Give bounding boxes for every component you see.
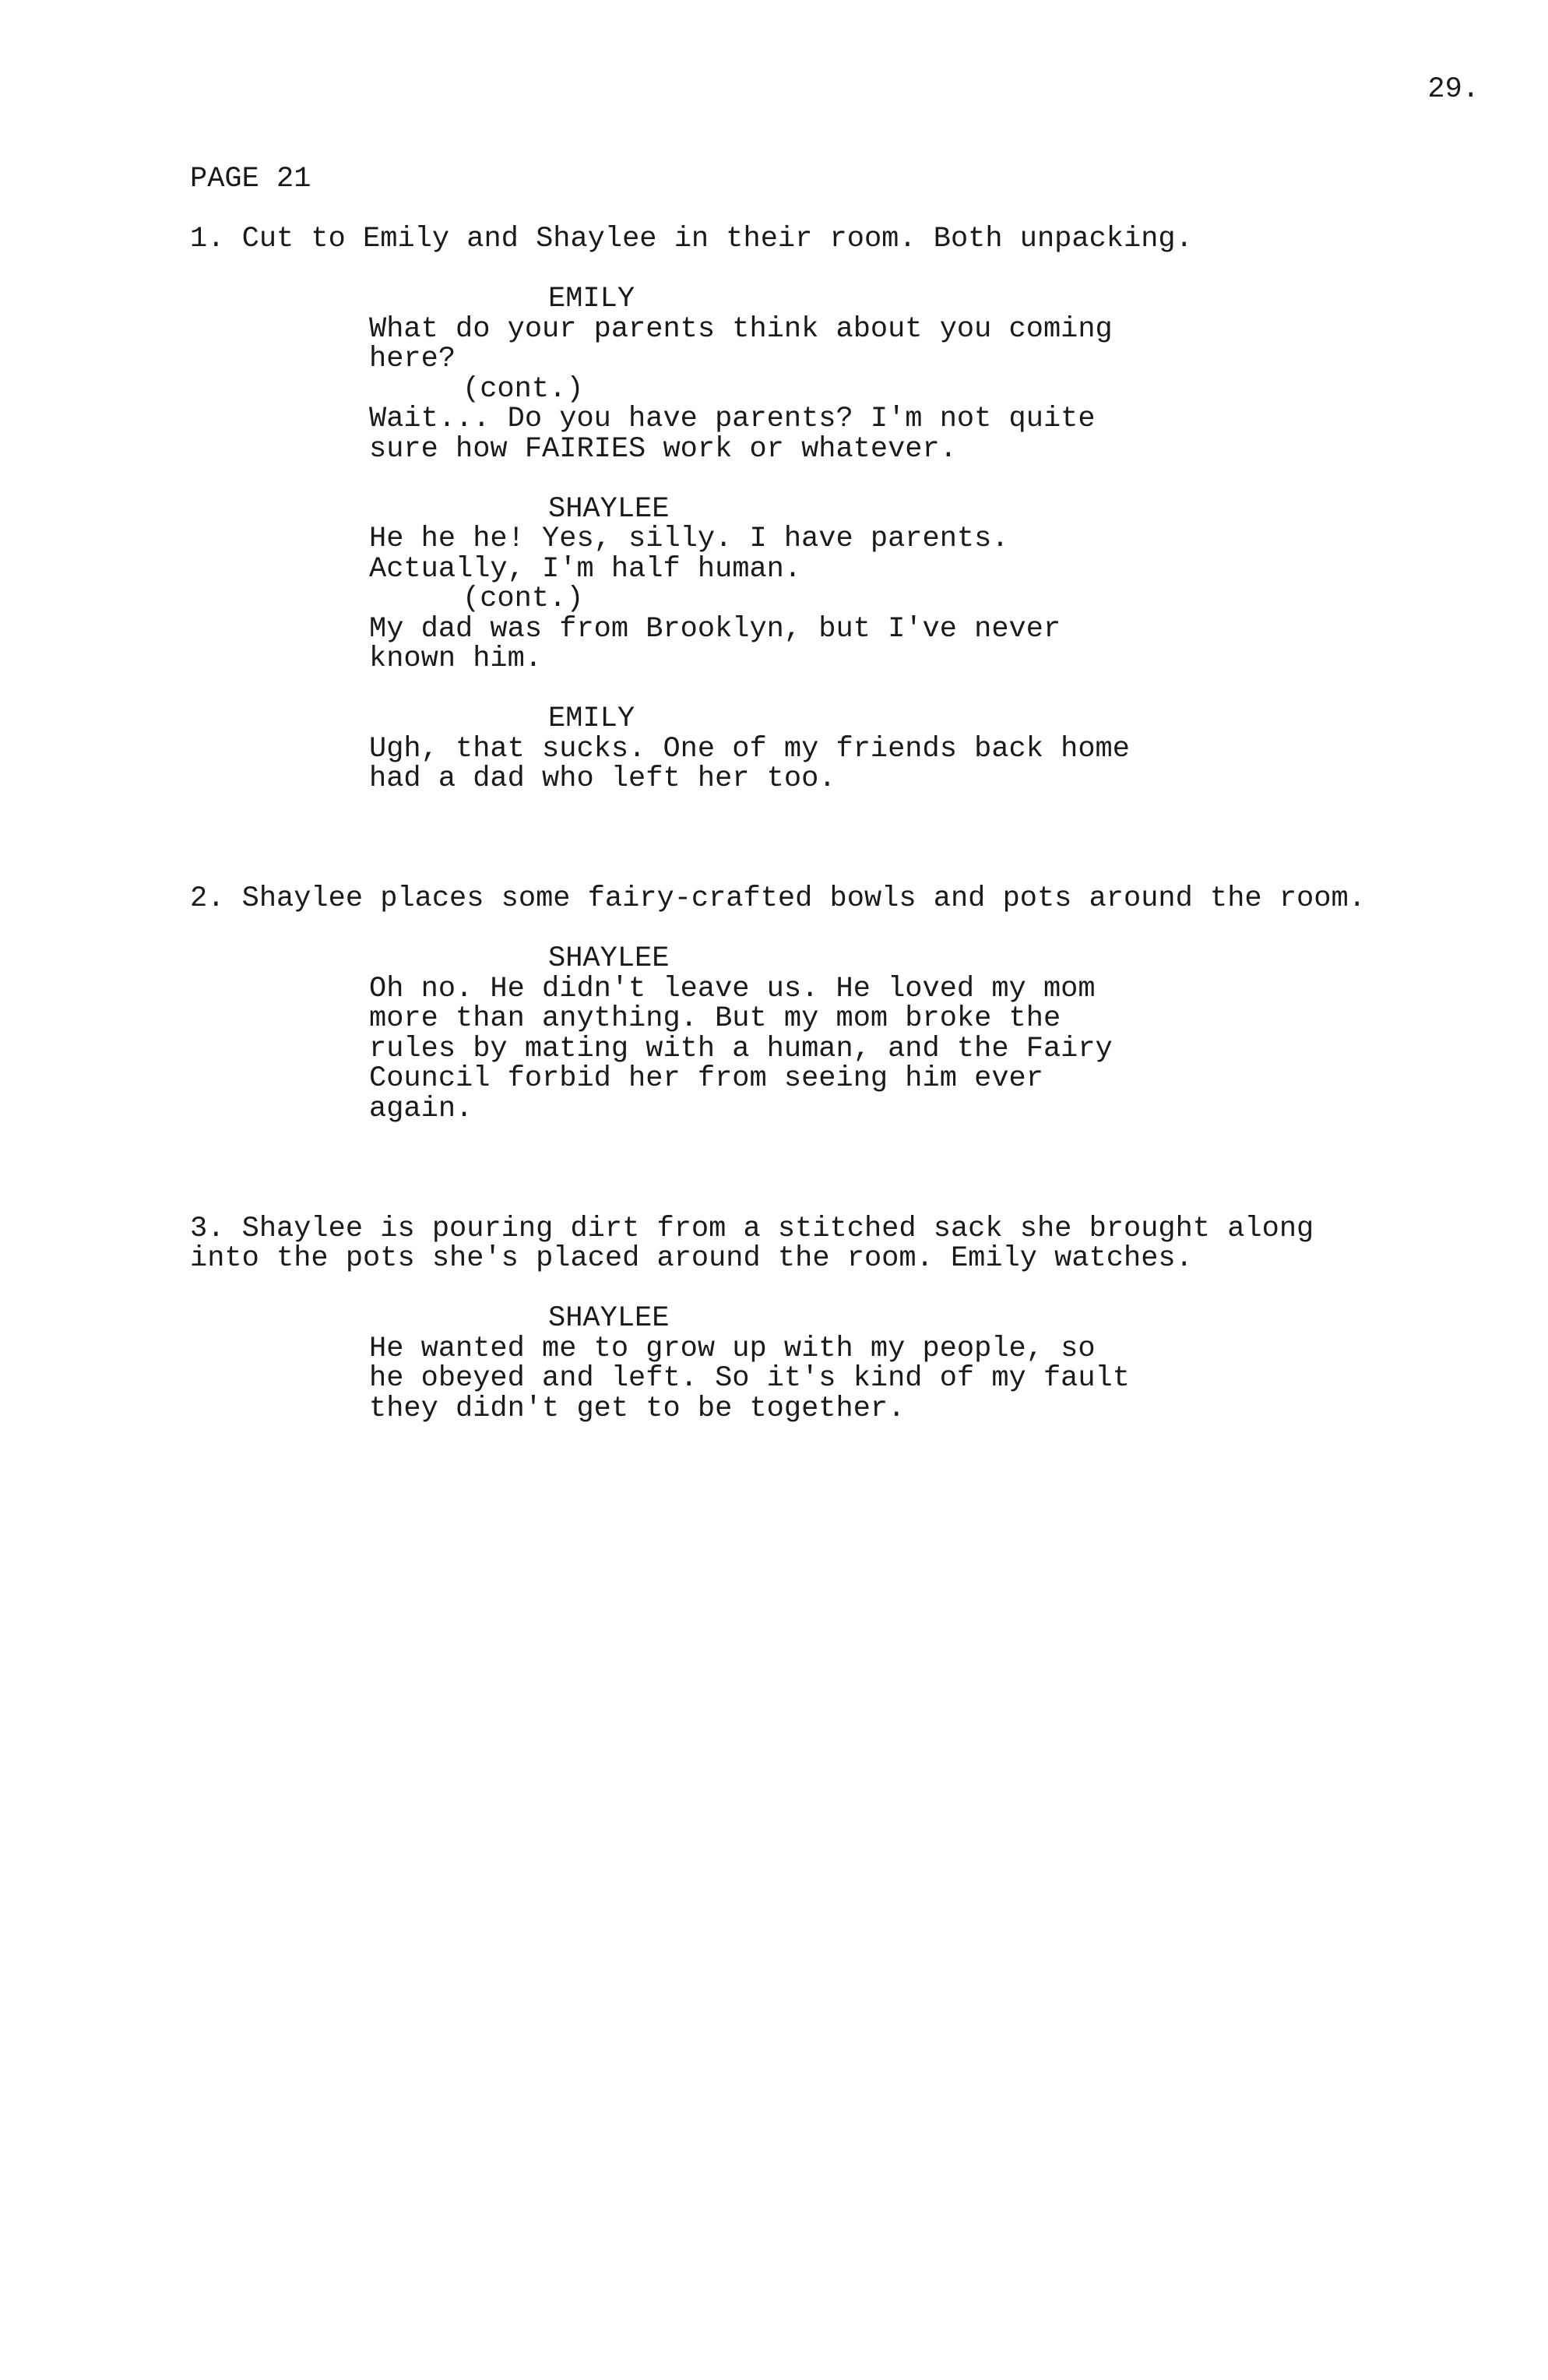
scene-1 (190, 224, 1514, 794)
action-line (190, 884, 1514, 914)
dialogue-line: Ugh, that sucks. One of my friends back home (369, 732, 1130, 766)
dialogue-line: Actually, I'm half human. (369, 552, 802, 586)
dialogue-line: he obeyed and left. So it's kind of my fault (369, 1362, 1130, 1395)
action-text: into the pots she's placed around the room. Emily watches. (190, 1242, 1193, 1275)
page-label: PAGE 21 (190, 163, 311, 195)
dialogue-block (369, 492, 1514, 675)
action-text: 1. Cut to Emily and Shaylee in their room. Both unpacking. (190, 223, 1193, 255)
dialogue-block (369, 944, 1514, 1124)
dialogue-line: Council forbid her from seeing him ever (369, 1062, 1043, 1095)
dialogue-line: had a dad who left her too. (369, 762, 836, 795)
dialogue-block (369, 284, 1514, 464)
character-name: SHAYLEE (548, 1302, 670, 1335)
dialogue-line: He he he! Yes, silly. I have parents. (369, 523, 1009, 555)
dialogue-block (369, 1304, 1514, 1424)
parenthetical: (cont.) (463, 583, 584, 615)
character-name: EMILY (548, 702, 635, 735)
character-name: SHAYLEE (548, 942, 670, 975)
action-line (190, 1214, 1514, 1274)
dialogue-line: Oh no. He didn't leave us. He loved my mom (369, 972, 1096, 1005)
character-name: EMILY (548, 283, 635, 315)
scene-list (190, 224, 1514, 1424)
character-name: SHAYLEE (548, 492, 670, 526)
scene-3 (190, 1214, 1514, 1424)
dialogue-line: sure how FAIRIES work or whatever. (369, 432, 957, 466)
script-content (190, 164, 1514, 1424)
dialogue-line: He wanted me to grow up with my people, so (369, 1332, 1096, 1365)
parenthetical: (cont.) (463, 372, 584, 406)
dialogue-line: known him. (369, 643, 543, 675)
dialogue-block (369, 704, 1514, 794)
dialogue-line: rules by mating with a human, and the Fairy (369, 1032, 1113, 1065)
dialogue-line: more than anything. But my mom broke the (369, 1002, 1061, 1035)
action-line (190, 224, 1514, 255)
dialogue-line: Wait... Do you have parents? I'm not quite (369, 403, 1096, 435)
page-number: 29. (1427, 73, 1479, 106)
action-text: 3. Shaylee is pouring dirt from a stitched sack she brought along (190, 1212, 1314, 1245)
dialogue-line: they didn't get to be together. (369, 1392, 906, 1425)
scene-2 (190, 884, 1514, 1124)
dialogue-line: What do your parents think about you coming (369, 312, 1113, 346)
dialogue-line: again. (369, 1092, 473, 1125)
dialogue-line: here? (369, 343, 456, 375)
action-text: 2. Shaylee places some fairy-crafted bowls and pots around the room. (190, 882, 1366, 915)
dialogue-line: My dad was from Brooklyn, but I've never (369, 612, 1061, 646)
